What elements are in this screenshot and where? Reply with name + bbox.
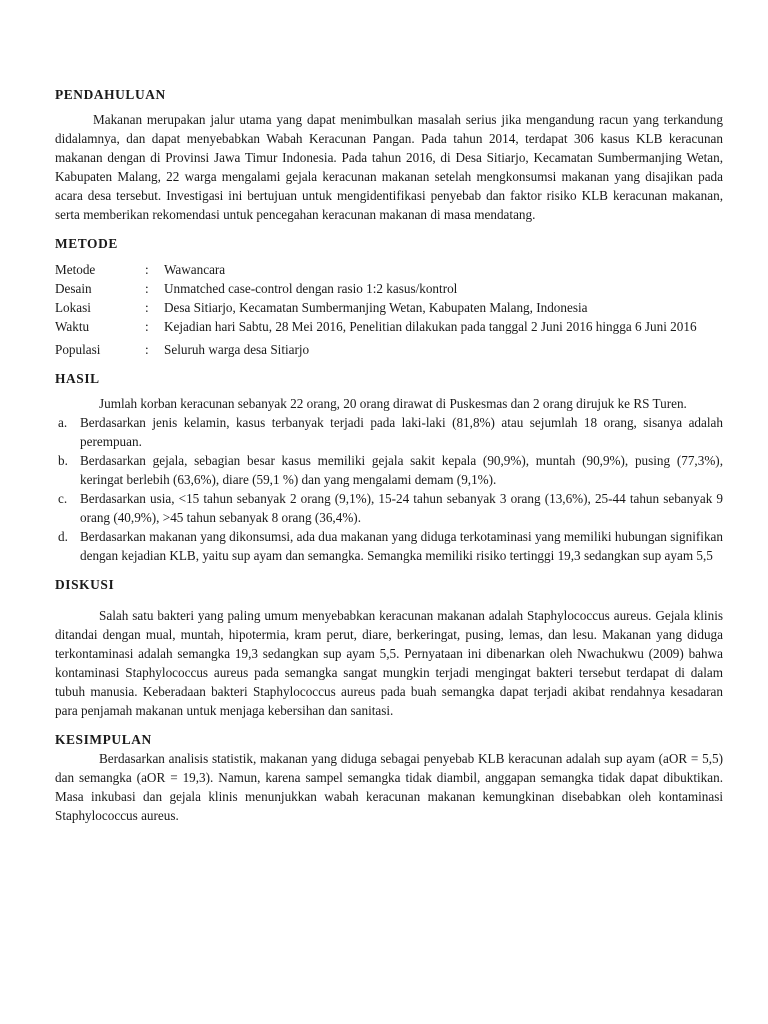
hasil-intro: Jumlah korban keracunan sebanyak 22 orang, 20 orang dirawat di Puskesmas dan 2 orang dirujuk ke RS Turen.: [99, 396, 687, 411]
metode-sep: :: [145, 319, 149, 334]
metode-value: Unmatched case-control dengan rasio 1:2 kasus/kontrol: [164, 281, 458, 296]
section-heading-kesimpulan: KESIMPULAN: [55, 732, 152, 747]
metode-sep: :: [145, 281, 149, 296]
metode-value: Seluruh warga desa Sitiarjo: [164, 342, 310, 357]
list-marker: a.: [58, 415, 68, 430]
metode-value: Desa Sitiarjo, Kecamatan Sumbermanjing Wetan, Kabupaten Malang, Indonesia: [164, 300, 588, 315]
metode-key: Metode: [55, 262, 96, 277]
section-heading-diskusi: DISKUSI: [55, 577, 115, 592]
list-marker: d.: [58, 529, 68, 544]
section-heading-pendahuluan: PENDAHULUAN: [55, 87, 166, 102]
list-item-text: Berdasarkan jenis kelamin, kasus terbanyak terjadi pada laki-laki (81,8%) atau sejumlah 18 orang, sisanya adalah perempuan.: [80, 415, 723, 449]
list-item: [55, 413, 723, 451]
list-item-text: Berdasarkan gejala, sebagian besar kasus memiliki gejala sakit kepala (90,9%), muntah (90,9%), pusing (77,3%), keringat berlebih (63,6%), diare (59,1 %) dan yang mengalami demam (9,1%).: [80, 453, 723, 487]
metode-row: [55, 279, 704, 298]
metode-value: Wawancara: [164, 262, 226, 277]
metode-row: [55, 317, 704, 336]
metode-key: Waktu: [55, 319, 90, 334]
metode-key: Populasi: [55, 342, 101, 357]
list-item-text: Berdasarkan usia, <15 tahun sebanyak 2 orang (9,1%), 15-24 tahun sebanyak 3 orang (13,6%), 25-44 tahun sebanyak 9 orang (40,9%), >45 tahun sebanyak 8 orang (36,4%).: [80, 491, 723, 525]
metode-sep: :: [145, 262, 149, 277]
metode-table: [55, 260, 704, 359]
metode-row: [55, 260, 704, 279]
diskusi-paragraph: Salah satu bakteri yang paling umum menyebabkan keracunan makanan adalah Staphylococcus aureus. Gejala klinis ditandai dengan mual, muntah, hipotermia, kram perut, diare, berkeringat, pusing, lemas, dan lesu. Makanan yang diduga terkontaminasi adalah semangka 19,3 sedangkan sup ayam 5,5. Pernyataan ini dibenarkan oleh Nwachukwu (2009) bahwa kontaminasi Staphylococcus aureus pada semangka sangat mungkin terjadi mengingat bakteri tersebut terdapat di dalam tubuh manusia. Keberadaan bakteri Staphylococcus aureus pada buah semangka dapat terjadi akibat rendahnya kesadaran para penjamah makanan untuk menjaga kebersihan dan sanitasi.: [55, 608, 723, 718]
section-heading-hasil: HASIL: [55, 371, 100, 386]
metode-sep: :: [145, 300, 149, 315]
list-marker: c.: [58, 491, 68, 506]
list-marker: b.: [58, 453, 68, 468]
kesimpulan-paragraph: Berdasarkan analisis statistik, makanan yang diduga sebagai penyebab KLB keracunan adalah sup ayam (aOR = 5,5) dan semangka (aOR = 19,3). Namun, karena sampel semangka tidak diambil, anggapan semangka tidak dapat dibuktikan. Masa inkubasi dan gejala klinis menunjukkan wabah keracunan makanan kemungkinan disebabkan oleh kontaminasi Staphylococcus aureus.: [55, 751, 723, 823]
section-heading-metode: METODE: [55, 236, 118, 251]
metode-row: [55, 340, 704, 359]
metode-row: [55, 298, 704, 317]
metode-sep: :: [145, 342, 149, 357]
hasil-list: [55, 413, 723, 565]
document-page: [55, 85, 723, 825]
metode-key: Lokasi: [55, 300, 91, 315]
list-item: [55, 527, 723, 565]
list-item: [55, 451, 723, 489]
metode-value: Kejadian hari Sabtu, 28 Mei 2016, Penelitian dilakukan pada tanggal 2 Juni 2016 hingga 6 Juni 2016: [164, 319, 697, 334]
pendahuluan-paragraph: Makanan merupakan jalur utama yang dapat menimbulkan masalah serius jika mengandung racun yang terkandung didalamnya, dan dapat menyebabkan Wabah Keracunan Pangan. Pada tahun 2014, terdapat 306 kasus KLB keracunan makanan dengan di Provinsi Jawa Timur Indonesia. Pada tahun 2016, di Desa Sitiarjo, Kecamatan Sumbermanjing Wetan, Kabupaten Malang, 22 warga mengalami gejala keracunan makanan setelah mengkonsumsi makanan yang disajikan pada acara desa tersebut. Investigasi ini bertujuan untuk mengidentifikasi penyebab dan faktor risiko KLB keracunan makanan, serta memberikan rekomendasi untuk pencegahan keracunan makanan di masa mendatang.: [55, 112, 723, 222]
list-item-text: Berdasarkan makanan yang dikonsumsi, ada dua makanan yang diduga terkotaminasi yang memiliki hubungan signifikan dengan kejadian KLB, yaitu sup ayam dan semangka. Semangka memiliki risiko tertinggi 19,3 sedangkan sup ayam 5,5: [80, 529, 723, 563]
list-item: [55, 489, 723, 527]
metode-key: Desain: [55, 281, 92, 296]
